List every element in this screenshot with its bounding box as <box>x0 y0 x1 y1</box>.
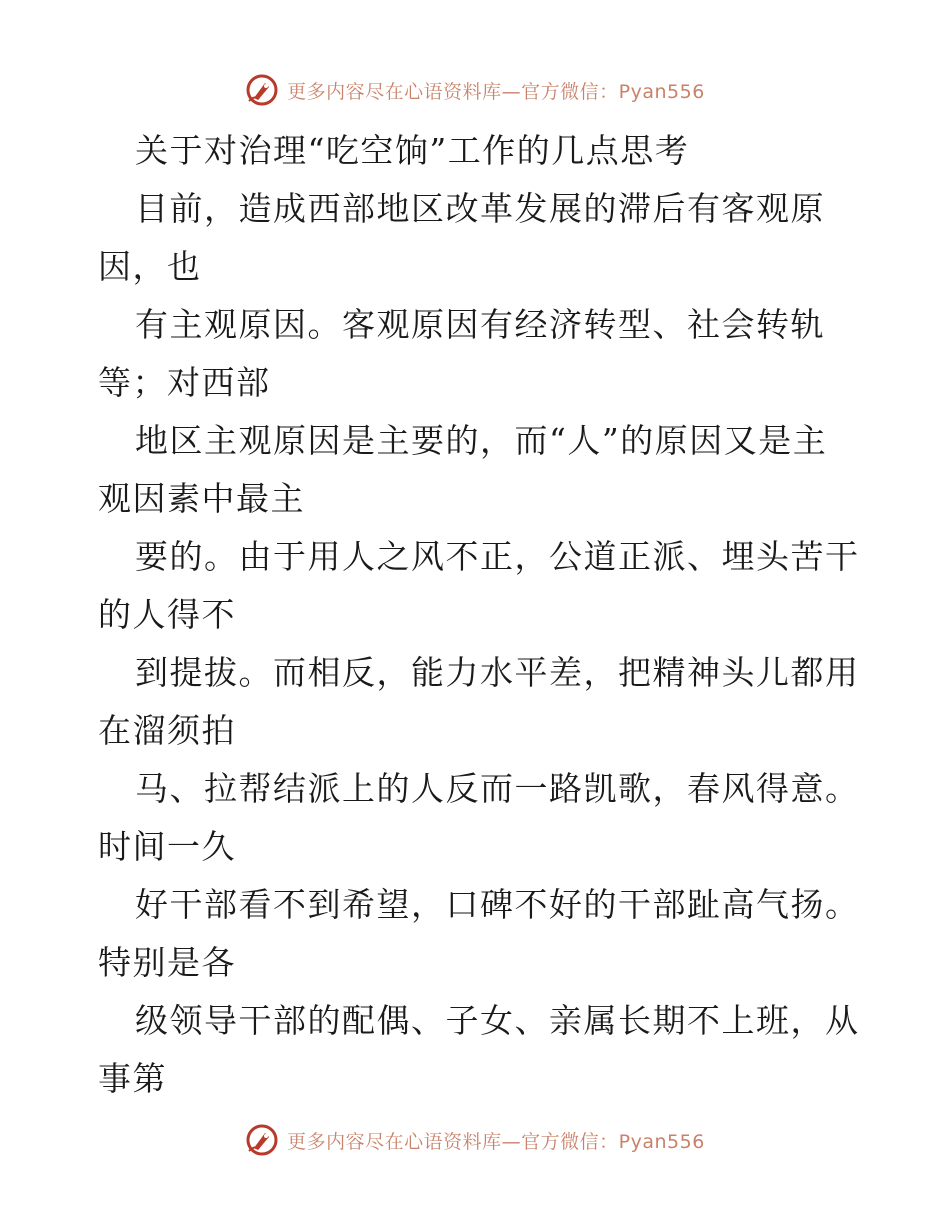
watermark-text: 更多内容尽在心语资料库—官方微信：Pyan556 <box>287 1130 705 1153</box>
text-line: 目前，造成西部地区改革发展的滞后有客观原 <box>135 189 825 228</box>
pen-nib-circle-icon <box>245 73 279 107</box>
text-line: 观因素中最主 <box>98 479 305 518</box>
watermark-text: 更多内容尽在心语资料库—官方微信：Pyan556 <box>287 80 705 103</box>
text-line: 在溜须拍 <box>98 711 236 750</box>
text-line: 有主观原因。客观原因有经济转型、社会转轨 <box>135 305 825 344</box>
text-line: 到提拔。而相反，能力水平差，把精神头儿都用 <box>135 653 860 692</box>
text-line: 关于对治理“吃空饷”工作的几点思考 <box>135 131 690 170</box>
text-line: 要的。由于用人之风不正，公道正派、埋头苦干 <box>135 537 860 576</box>
text-line: 事第 <box>98 1059 167 1098</box>
footer-watermark <box>0 1120 950 1160</box>
text-line: 马、拉帮结派上的人反而一路凯歌，春风得意。 <box>135 769 860 808</box>
text-line: 地区主观原因是主要的，而“人”的原因又是主 <box>135 421 828 460</box>
text-line: 的人得不 <box>98 595 236 634</box>
pen-nib-circle-icon <box>245 1123 279 1157</box>
document-body <box>98 122 858 1108</box>
text-line: 时间一久 <box>98 827 236 866</box>
text-line: 好干部看不到希望，口碑不好的干部趾高气扬。 <box>135 885 860 924</box>
text-line: 特别是各 <box>98 943 236 982</box>
text-line: 级领导干部的配偶、子女、亲属长期不上班，从 <box>135 1001 860 1040</box>
text-line: 等；对西部 <box>98 363 271 402</box>
text-line: 因，也 <box>98 247 202 286</box>
header-watermark <box>0 70 950 110</box>
